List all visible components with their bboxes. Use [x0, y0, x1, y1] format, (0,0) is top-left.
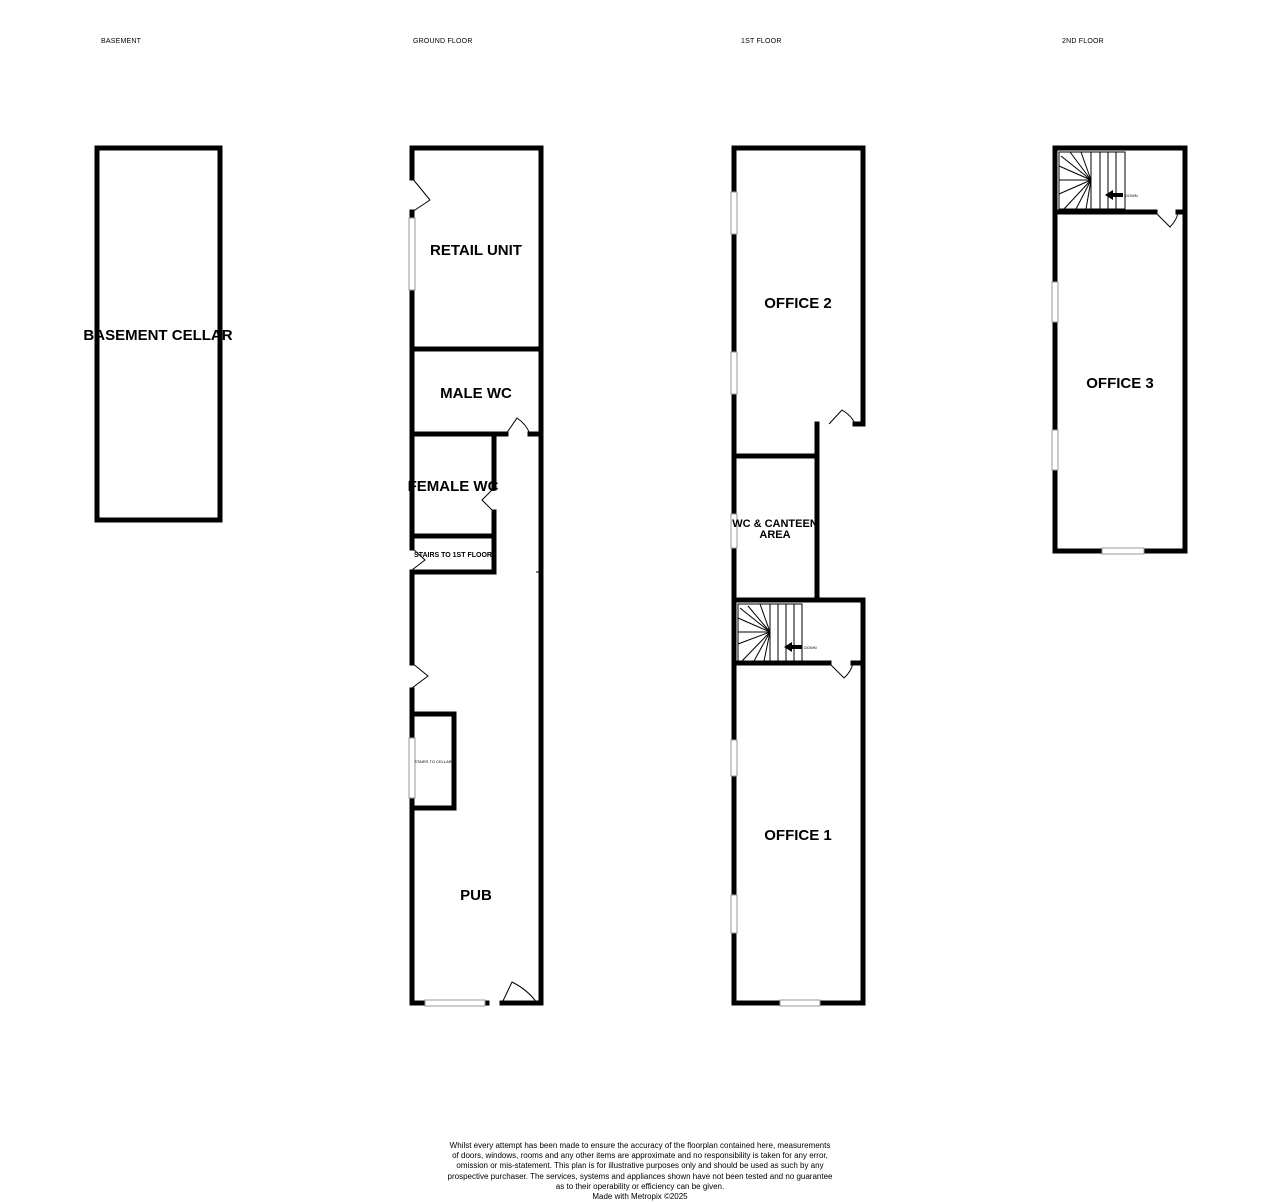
disclaimer-line: Whilst every attempt has been made to ensure the accuracy of the floorplan contained here, measurements	[449, 1141, 831, 1150]
second-outer-wall	[1055, 148, 1185, 551]
retail-unit-label: RETAIL UNIT	[430, 242, 522, 259]
first-floor-title: 1ST FLOOR	[741, 38, 782, 45]
disclaimer-line: of doors, windows, rooms and any other items are approximate and no responsibility is taken for any error,	[452, 1151, 828, 1161]
basement-plan	[83, 148, 232, 520]
first-floor-plan	[731, 148, 863, 1006]
office3-front-window	[1102, 548, 1144, 554]
office2-door-icon	[829, 410, 855, 424]
office1-label: OFFICE 1	[764, 827, 832, 844]
pub-side-door-icon	[412, 663, 428, 688]
male-wc-label: MALE WC	[440, 385, 512, 402]
wc-canteen-label-line2: AREA	[759, 529, 791, 541]
ground-outer-wall	[412, 148, 541, 1003]
basement-title: BASEMENT	[101, 38, 142, 45]
office1-window-top	[731, 740, 737, 776]
office3-door-icon	[1155, 212, 1178, 227]
female-wc-label: FEMALE WC	[407, 478, 499, 495]
metropix-credit: Made with Metropix ©2025	[592, 1192, 688, 1202]
retail-door-icon	[412, 178, 430, 212]
disclaimer-line: as to their operability or efficiency can be given.	[555, 1181, 725, 1191]
office3-label: OFFICE 3	[1086, 375, 1154, 392]
office1-door-icon	[829, 663, 853, 678]
first-outer-wall-top	[734, 148, 863, 1003]
first-floor-down-label: DOWN	[804, 645, 817, 650]
cellar-stairs-window	[409, 738, 415, 798]
disclaimer-line: prospective purchaser. The services, systems and appliances shown have not been tested and no guarantee	[447, 1171, 833, 1181]
office3-window-bottom	[1052, 430, 1058, 470]
disclaimer-line: omission or mis-statement. This plan is for illustrative purposes only and should be used as such by any	[456, 1161, 824, 1171]
retail-window	[409, 218, 415, 290]
stairs-to-cellar-label: STAIRS TO CELLAR	[414, 759, 452, 764]
second-floor-down-label: DOWN	[1125, 193, 1138, 198]
second-floor-plan	[1052, 148, 1185, 554]
second-floor-title: 2ND FLOOR	[1062, 38, 1104, 45]
office1-window-bottom	[731, 895, 737, 933]
first-floor-staircase	[738, 604, 817, 661]
office3-window-top	[1052, 282, 1058, 322]
corridor-wall	[817, 424, 863, 600]
pub-front-window	[425, 1000, 485, 1006]
male-wc-door-icon	[506, 418, 530, 434]
office2-label: OFFICE 2	[764, 295, 832, 312]
disclaimer	[390, 1141, 890, 1202]
pub-entrance-door-icon	[502, 982, 537, 1003]
ground-floor-title: GROUND FLOOR	[413, 38, 473, 45]
down-arrow-icon	[784, 642, 802, 652]
second-floor-staircase	[1059, 152, 1138, 209]
first-outer-wall-right	[822, 600, 863, 1003]
stairs-to-first-floor-label: STAIRS TO 1ST FLOOR	[414, 552, 492, 559]
office1-front-window	[780, 1000, 820, 1006]
basement-cellar-label: BASEMENT CELLAR	[83, 327, 233, 344]
wc-canteen-label-line1: WC & CANTEEN	[732, 518, 818, 530]
office2-window-bottom	[731, 352, 737, 394]
pub-label: PUB	[460, 887, 492, 904]
office2-window-top	[731, 192, 737, 234]
ground-floor-plan	[408, 148, 541, 1006]
